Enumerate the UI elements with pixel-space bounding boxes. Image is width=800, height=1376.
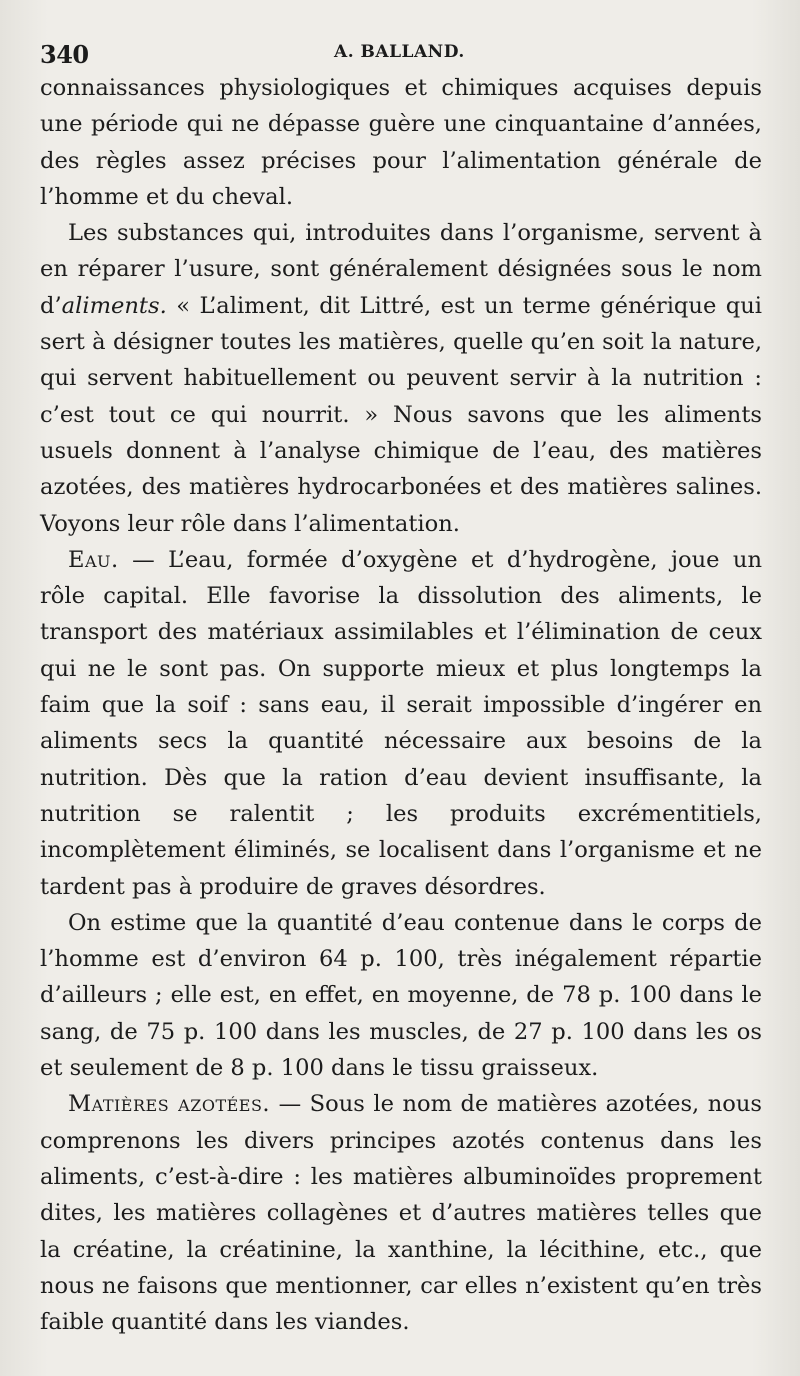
paragraph-text: — L’eau, formée d’oxygène et d’hydrogène, joue un rôle capital. Elle favorise la dissolution des aliments, le transport des matériaux assimilables et l’élimination de ceux qui ne le sont pas. On supporte mieux et plus longtemps la faim que la soif : sans eau, il serait impossible d’ingérer en aliments secs la quantité nécessaire aux besoins de la nutrition. Dès que la ration d’eau devient insuffisante, la nutrition se ralentit ; les produits excrémentitiels, incomplètement éliminés, se localisent dans l’organisme et ne tardent pas à produire de graves désordres.: [40, 546, 762, 900]
paragraph-continuation: [40, 70, 762, 215]
paragraph-water-content: [40, 905, 762, 1086]
paragraph-text: — Sous le nom de matières azotées, nous comprenons les divers principes azotés contenus dans les aliments, c’est-à-dire : les matières albuminoïdes proprement dites, les matières collagènes et d’autres matières telles que la créatine, la créatinine, la xanthine, la lécithine, etc., que nous ne faisons que mentionner, car elles n’existent qu’en très faible quantité dans les viandes.: [40, 1091, 762, 1336]
section-heading-eau: Eau.: [68, 546, 119, 573]
paragraph-text: connaissances physiologiques et chimiques acquises depuis une période qui ne dépasse guère une cinquantaine d’années, des règles assez précises pour l’alimentation générale de l’homme et du cheval.: [40, 75, 762, 210]
italic-term: aliments.: [61, 292, 167, 319]
paragraph-matieres-azotees: [40, 1086, 762, 1340]
page-number: 340: [40, 40, 89, 69]
paragraph-text: « L’aliment, dit Littré, est un terme générique qui sert à désigner toutes les matières, quelle qu’en soit la nature, qui servent habituellement ou peuvent servir à la nutrition : c’est tout ce qui nourrit. » Nous savons que les aliments usuels donnent à l’analyse chimique de l’eau, des matières azotées, des matières hydrocarbonées et des matières salines. Voyons leur rôle dans l’alimentation.: [40, 292, 762, 537]
paragraph-aliments: [40, 215, 762, 542]
section-heading-matieres-azotees: Matières azotées.: [68, 1091, 271, 1118]
running-head: [40, 30, 762, 69]
running-title: A. BALLAND.: [334, 42, 465, 62]
paragraph-text: Les substances qui, introduites dans l’organisme, servent à en réparer l’usure, sont généralement désignées sous le nom d’: [40, 220, 762, 319]
paragraph-text: On estime que la quantité d’eau contenue dans le corps de l’homme est d’environ 64 p. 100, très inégalement répartie d’ailleurs ; elle est, en effet, en moyenne, de 78 p. 100 dans le sang, de 75 p. 100 dans les muscles, de 27 p. 100 dans les os et seulement de 8 p. 100 dans le tissu graisseux.: [40, 909, 762, 1082]
body-text: [40, 70, 762, 1340]
paragraph-eau: [40, 542, 762, 905]
